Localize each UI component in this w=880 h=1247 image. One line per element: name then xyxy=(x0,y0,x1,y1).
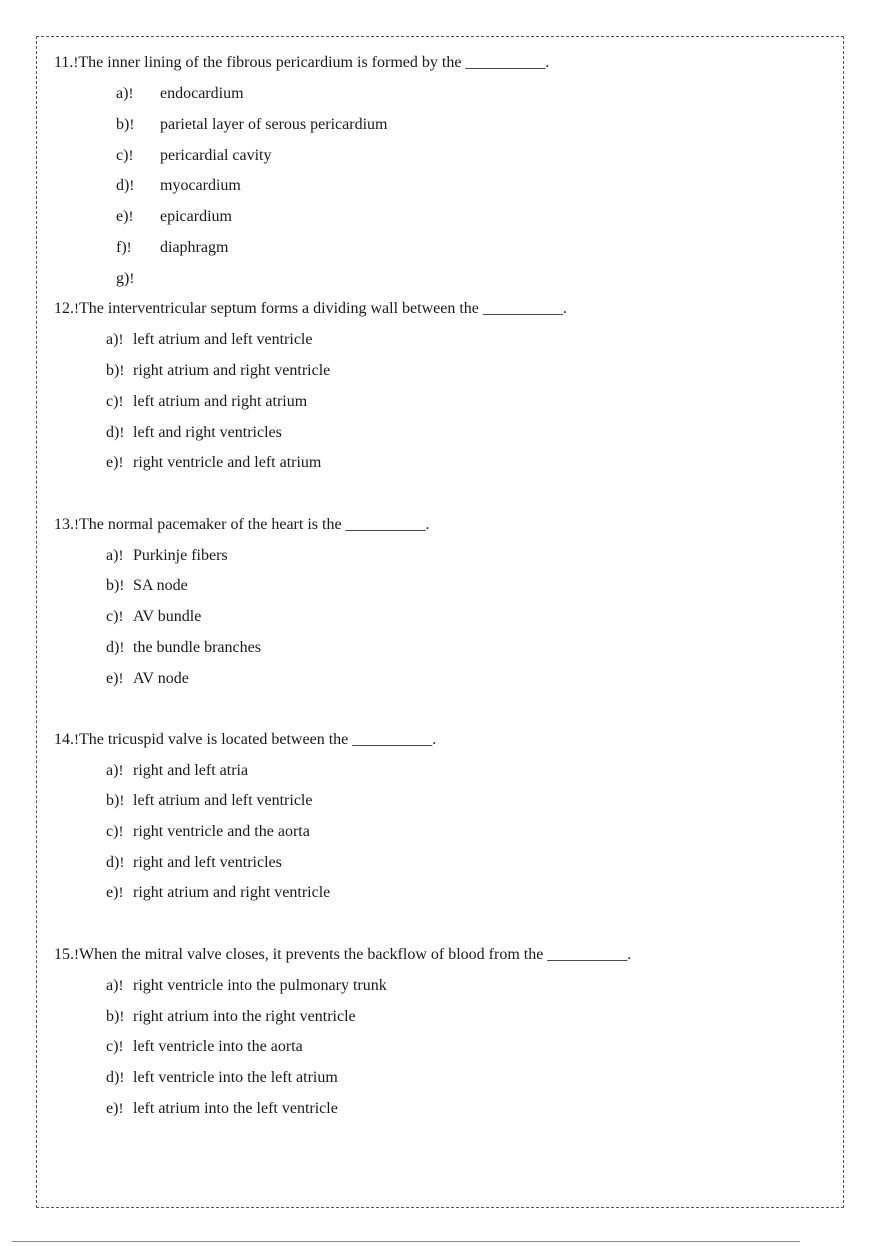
option-label: d) xyxy=(106,1069,120,1086)
option-text: pericardial cavity xyxy=(160,147,272,164)
option-11-e xyxy=(116,207,232,227)
option-label: b) xyxy=(106,577,120,594)
bullet-marker: ! xyxy=(118,394,124,410)
question-text: The tricuspid valve is located between the __________. xyxy=(79,731,437,748)
option-text: right atrium and right ventricle xyxy=(133,362,331,379)
option-text: left and right ventricles xyxy=(133,424,282,441)
bullet-marker: ! xyxy=(129,117,135,133)
option-12-b xyxy=(106,361,330,381)
bullet-marker: ! xyxy=(118,885,124,901)
option-label: a) xyxy=(106,547,119,564)
bullet-marker: ! xyxy=(128,209,134,225)
bullet-marker: ! xyxy=(118,978,124,994)
option-text: parietal layer of serous pericardium xyxy=(160,116,388,133)
option-label: a) xyxy=(116,85,129,102)
option-text: right and left atria xyxy=(133,762,249,779)
question-number: 14. xyxy=(54,731,74,748)
option-12-c xyxy=(106,392,307,412)
bullet-marker: ! xyxy=(118,763,124,779)
bullet-marker: ! xyxy=(74,947,79,963)
bullet-marker: ! xyxy=(129,271,135,287)
option-label: e) xyxy=(106,454,119,471)
option-label: c) xyxy=(106,393,119,410)
question-number: 11. xyxy=(54,54,74,71)
option-text: left atrium and left ventricle xyxy=(133,792,313,809)
option-text: right and left ventricles xyxy=(133,854,282,871)
option-text: epicardium xyxy=(160,208,232,225)
option-text: myocardium xyxy=(160,177,241,194)
question-number: 15. xyxy=(54,946,74,963)
option-11-c xyxy=(116,146,272,166)
bullet-marker: ! xyxy=(118,671,124,687)
bullet-marker: ! xyxy=(128,148,134,164)
option-text: left atrium and right atrium xyxy=(133,393,308,410)
option-text: the bundle branches xyxy=(133,639,261,656)
bullet-marker: ! xyxy=(119,578,125,594)
option-12-a xyxy=(106,330,312,350)
option-13-b xyxy=(106,576,188,596)
option-14-a xyxy=(106,761,248,781)
option-13-e xyxy=(106,669,189,689)
option-text: right atrium and right ventricle xyxy=(133,884,331,901)
option-label: e) xyxy=(106,670,119,687)
option-label: b) xyxy=(106,1008,120,1025)
option-label: a) xyxy=(106,762,119,779)
option-text: endocardium xyxy=(160,85,244,102)
bullet-marker: ! xyxy=(119,855,125,871)
bullet-marker: ! xyxy=(118,455,124,471)
bullet-marker: ! xyxy=(118,1101,124,1117)
option-11-g xyxy=(116,269,160,289)
bullet-marker: ! xyxy=(129,178,135,194)
option-14-c xyxy=(106,822,310,842)
option-text: SA node xyxy=(133,577,188,594)
option-text: AV bundle xyxy=(133,608,202,625)
question-text: The inner lining of the fibrous pericardium is formed by the __________. xyxy=(78,54,550,71)
option-14-d xyxy=(106,853,282,873)
option-text: left atrium and left ventricle xyxy=(133,331,313,348)
question-number: 13. xyxy=(54,516,74,533)
option-label: d) xyxy=(106,639,120,656)
option-text: AV node xyxy=(133,670,189,687)
option-15-c xyxy=(106,1037,303,1057)
option-text: left atrium into the left ventricle xyxy=(133,1100,338,1117)
bullet-marker: ! xyxy=(119,425,125,441)
bullet-marker: ! xyxy=(118,609,124,625)
option-label: d) xyxy=(116,177,130,194)
question-number: 12. xyxy=(54,300,74,317)
bullet-marker: ! xyxy=(119,363,125,379)
option-text: Purkinje fibers xyxy=(133,547,228,564)
bullet-marker: ! xyxy=(128,86,134,102)
bullet-marker: ! xyxy=(118,824,124,840)
bullet-marker: ! xyxy=(119,793,125,809)
option-text: right ventricle and left atrium xyxy=(133,454,322,471)
option-label: a) xyxy=(106,331,119,348)
option-label: d) xyxy=(106,854,120,871)
option-15-a xyxy=(106,976,387,996)
option-text: right ventricle and the aorta xyxy=(133,823,310,840)
bullet-marker: ! xyxy=(119,1009,125,1025)
option-label: d) xyxy=(106,424,120,441)
page-footer-rule xyxy=(12,1241,800,1242)
question-text: The interventricular septum forms a dividing wall between the __________. xyxy=(79,300,567,317)
option-12-d xyxy=(106,423,282,443)
bullet-marker: ! xyxy=(74,517,79,533)
option-13-d xyxy=(106,638,261,658)
bullet-marker: ! xyxy=(74,732,79,748)
question-11 xyxy=(54,53,549,73)
question-12 xyxy=(54,299,567,319)
bullet-marker: ! xyxy=(118,548,124,564)
option-label: e) xyxy=(116,208,129,225)
option-label: c) xyxy=(106,608,119,625)
option-11-a xyxy=(116,84,244,104)
option-label: b) xyxy=(106,792,120,809)
option-text: diaphragm xyxy=(160,239,229,256)
option-label: c) xyxy=(106,1038,119,1055)
option-text: right atrium into the right ventricle xyxy=(133,1008,356,1025)
option-15-e xyxy=(106,1099,338,1119)
question-text: The normal pacemaker of the heart is the __________. xyxy=(79,516,430,533)
option-14-b xyxy=(106,791,312,811)
option-label: c) xyxy=(106,823,119,840)
option-11-f xyxy=(116,238,228,258)
question-13 xyxy=(54,515,430,535)
option-11-b xyxy=(116,115,387,135)
option-label: c) xyxy=(116,147,129,164)
bullet-marker: ! xyxy=(73,55,79,71)
option-13-a xyxy=(106,546,228,566)
bullet-marker: ! xyxy=(118,1039,124,1055)
option-label: e) xyxy=(106,1100,119,1117)
option-label: e) xyxy=(106,884,119,901)
option-label: a) xyxy=(106,977,119,994)
question-14 xyxy=(54,730,436,750)
option-text: right ventricle into the pulmonary trunk xyxy=(133,977,387,994)
option-label: g) xyxy=(116,270,130,287)
bullet-marker: ! xyxy=(118,332,124,348)
option-15-b xyxy=(106,1007,356,1027)
option-14-e xyxy=(106,883,330,903)
bullet-marker: ! xyxy=(74,301,79,317)
option-15-d xyxy=(106,1068,338,1088)
option-text: left ventricle into the left atrium xyxy=(133,1069,338,1086)
question-text: When the mitral valve closes, it prevents the backflow of blood from the __________. xyxy=(79,946,632,963)
option-13-c xyxy=(106,607,201,627)
option-label: b) xyxy=(116,116,130,133)
option-label: b) xyxy=(106,362,120,379)
option-11-d xyxy=(116,176,241,196)
bullet-marker: ! xyxy=(119,640,125,656)
option-text: left ventricle into the aorta xyxy=(133,1038,303,1055)
question-15 xyxy=(54,945,631,965)
option-12-e xyxy=(106,453,321,473)
bullet-marker: ! xyxy=(126,240,132,256)
option-label: f) xyxy=(116,239,127,256)
bullet-marker: ! xyxy=(119,1070,125,1086)
